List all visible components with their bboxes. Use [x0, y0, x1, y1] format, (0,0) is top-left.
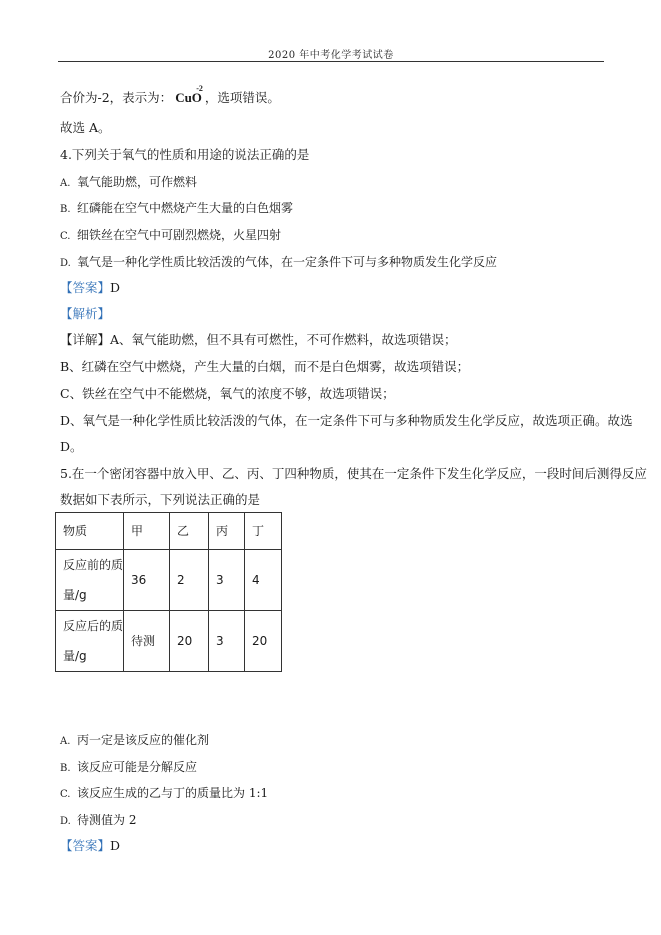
- option-text: 氧气能助燃，可作燃料: [77, 175, 198, 189]
- option-text: 该反应生成的乙与丁的质量比为 1:1: [77, 786, 269, 800]
- row-label-line-2: 量/g: [63, 649, 87, 663]
- q4-option-a: [60, 174, 197, 192]
- row-label-line-1: 反应后的质: [63, 619, 124, 633]
- q5-option-d: [60, 812, 136, 830]
- option-text: 红磷能在空气中燃烧产生大量的白色烟雾: [77, 201, 294, 215]
- option-label: C.: [60, 789, 71, 800]
- intro-text-before: 合价为-2，表示为：: [60, 90, 173, 105]
- q4-analysis-tag: [60, 306, 110, 322]
- option-text: 氧气是一种化学性质比较活泼的气体，在一定条件下可与多种物质发生化学反应: [77, 255, 498, 269]
- formula-valence: -2: [196, 84, 203, 93]
- q4-option-b: [60, 200, 293, 218]
- table-cell: 36: [124, 550, 170, 611]
- q4-stem: 4.下列关于氧气的性质和用途的说法正确的是: [60, 147, 310, 162]
- table-row: [56, 611, 282, 672]
- answer-value: D: [110, 280, 121, 295]
- intro-conclusion: 故选 A。: [60, 120, 111, 135]
- table-cell: 20: [245, 611, 282, 672]
- option-text: 细铁丝在空气中可剧烈燃烧，火星四射: [77, 228, 282, 242]
- table-header-cell: 丁: [245, 513, 282, 550]
- row-label-line-1: 反应前的质: [63, 558, 124, 572]
- q4-detail-a: [60, 332, 457, 348]
- option-text: 该反应可能是分解反应: [77, 760, 198, 774]
- row-label-line-2: 量/g: [63, 588, 87, 602]
- q5-stem-1: 5.在一个密闭容器中放入甲、乙、丙、丁四种物质，使其在一定条件下发生化学反应，一段时间后测得反应: [60, 466, 647, 481]
- q4-detail-d-cont: D。: [60, 439, 83, 454]
- formula-main: CuO: [175, 90, 202, 105]
- option-label: D.: [60, 258, 71, 269]
- answer-tag: 【答案】: [60, 838, 111, 853]
- option-label: A.: [60, 178, 71, 189]
- option-label: B.: [60, 763, 71, 774]
- table-header-row: [56, 513, 282, 550]
- q4-detail-c: C、铁丝在空气中不能燃烧，氧气的浓度不够，故选项错误；: [60, 386, 395, 401]
- option-label: A.: [60, 736, 71, 747]
- q5-stem-2: 数据如下表所示，下列说法正确的是: [60, 492, 261, 507]
- analysis-tag: 【解析】: [60, 306, 111, 321]
- option-label: B.: [60, 204, 71, 215]
- table-cell: 4: [245, 550, 282, 611]
- table-header-cell: 甲: [124, 513, 170, 550]
- table-row: [56, 550, 282, 611]
- q4-detail-b: B、红磷在空气中燃烧，产生大量的白烟，而不是白色烟雾，故选项错误；: [60, 359, 470, 374]
- table-cell: 20: [170, 611, 209, 672]
- table-cell: 3: [209, 550, 245, 611]
- table-cell: 2: [170, 550, 209, 611]
- q5-answer: [60, 838, 120, 854]
- intro-line: [60, 84, 280, 106]
- chemical-formula: [175, 84, 203, 106]
- q4-option-c: [60, 227, 281, 245]
- table-header-cell: 乙: [170, 513, 209, 550]
- detail-tag: 【详解】: [60, 332, 111, 347]
- q4-option-d: [60, 254, 497, 272]
- option-label: C.: [60, 231, 71, 242]
- table-row-label: [56, 550, 124, 611]
- answer-value: D: [110, 838, 121, 853]
- header-divider: [58, 61, 604, 62]
- page-header: 2020 年中考化学考试试卷: [268, 50, 394, 61]
- detail-a-text: A、氧气能助燃，但不具有可燃性，不可作燃料，故选项错误；: [110, 332, 457, 347]
- q5-option-b: [60, 759, 197, 777]
- intro-text-after: ，选项错误。: [204, 90, 280, 105]
- table-header-cell: 物质: [56, 513, 124, 550]
- reaction-data-table: [55, 512, 282, 672]
- option-text: 待测值为 2: [77, 813, 137, 827]
- q4-detail-d: D、氧气是一种化学性质比较活泼的气体，在一定条件下可与多种物质发生化学反应，故选项正确。故选: [60, 413, 633, 428]
- answer-tag: 【答案】: [60, 280, 111, 295]
- table-header-cell: 丙: [209, 513, 245, 550]
- q5-option-a: [60, 732, 209, 750]
- table-cell: 3: [209, 611, 245, 672]
- option-text: 丙一定是该反应的催化剂: [77, 733, 210, 747]
- q5-option-c: [60, 785, 268, 803]
- table-cell: 待测: [124, 611, 170, 672]
- option-label: D.: [60, 816, 71, 827]
- table-row-label: [56, 611, 124, 672]
- q4-answer: [60, 280, 120, 296]
